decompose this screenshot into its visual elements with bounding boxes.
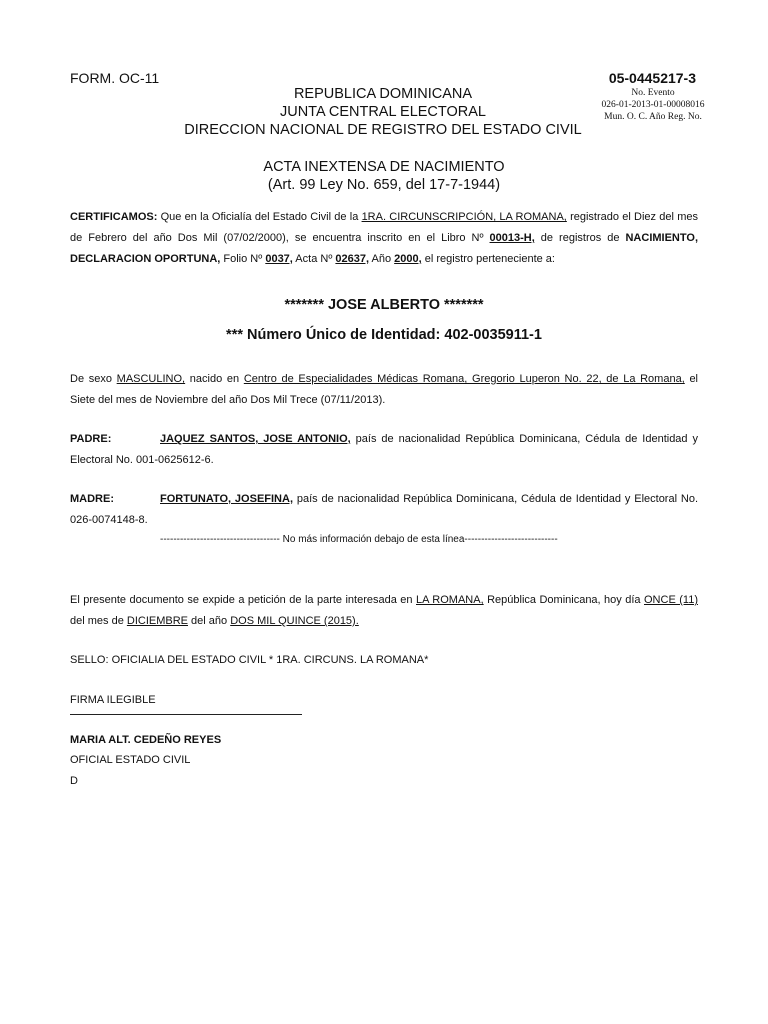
registry-type: NACIMIENTO, DECLARACION OPORTUNA, (70, 232, 699, 265)
issue-text: El presente documento se expide a petición de la parte interesada en (70, 594, 416, 606)
issue-year: DOS MIL QUINCE (2015). (230, 615, 359, 627)
father-name: JAQUEZ SANTOS, JOSE ANTONIO, (160, 433, 351, 445)
form-code: FORM. OC-11 (70, 70, 160, 86)
mother-label: MADRE: (70, 493, 114, 505)
mother-name: FORTUNATO, JOSEFINA, (160, 493, 294, 505)
mother-details: país de nacionalidad República Dominicana, Cédula de Identidad y Electoral No. 026-0074148-8. (70, 493, 698, 526)
father-details: país de nacionalidad República Dominicana, Cédula de Identidad y Electoral No. 001-0625612-6. (70, 433, 698, 466)
registry-year: 2000, (394, 253, 422, 265)
official-name: MARIA ALT. CEDEÑO REYES (70, 734, 222, 746)
header-board: JUNTA CENTRAL ELECTORAL (279, 104, 486, 120)
document-title-block (0, 158, 768, 194)
header-direction: DIRECCION NACIONAL DE REGISTRO DEL ESTADO CIVIL (184, 122, 582, 138)
father-label: PADRE: (70, 433, 112, 445)
issue-text: del mes de (70, 615, 127, 627)
person-name: ******* JOSE ALBERTO ******* (284, 297, 484, 313)
folio-number: 0037, (265, 253, 293, 265)
event-code: 026-01-2013-01-00008016 (601, 100, 705, 110)
birth-text: De sexo (70, 373, 117, 385)
certify-text: Año (369, 253, 395, 265)
certify-text: el registro perteneciente a: (421, 253, 555, 265)
certify-lead: CERTIFICAMOS: (70, 211, 158, 223)
seal-text: SELLO: OFICIALIA DEL ESTADO CIVIL * 1RA. CIRCUNS. LA ROMANA* (70, 654, 429, 666)
sex-value: MASCULINO, (116, 373, 186, 385)
signature-text: FIRMA ILEGIBLE (70, 694, 156, 706)
signature-line (70, 714, 302, 715)
circumscription: 1RA. CIRCUNSCRIPCIÓN, LA ROMANA, (361, 211, 567, 223)
birth-text: nacido en (185, 373, 244, 385)
book-number: 00013-H, (489, 232, 535, 244)
act-number: 02637, (335, 253, 370, 265)
document-subtitle: (Art. 99 Ley No. 659, del 17-7-1944) (267, 177, 501, 193)
issue-day: ONCE (11) (644, 594, 698, 606)
birth-text: el Siete del mes de Noviembre del año Dos Mil Trece (07/11/2013). (70, 373, 699, 406)
certify-text: Folio Nº (220, 253, 266, 265)
mother-paragraph (70, 489, 698, 531)
issue-text: República Dominicana, hoy día (483, 594, 644, 606)
certify-text: registrado el Diez del mes de Febrero del año Dos Mil (07/02/2000), se encuentra inscrito en el Libro Nº (70, 211, 698, 244)
certify-text: Acta Nº (292, 253, 336, 265)
header-block (0, 85, 767, 139)
event-label: No. Evento (631, 88, 675, 98)
registry-label: Mun. O. C. Año Reg. No. (604, 112, 702, 122)
issue-city: LA ROMANA, (416, 594, 484, 606)
issue-text: del año (188, 615, 231, 627)
event-number: 05-0445217-3 (608, 70, 696, 86)
document-mark: D (70, 775, 78, 787)
official-title: OFICIAL ESTADO CIVIL (70, 754, 191, 766)
issue-paragraph (70, 590, 698, 632)
father-paragraph (70, 429, 698, 471)
certify-text: de registros de (534, 232, 626, 244)
person-id-number: *** Número Único de Identidad: 402-0035911-1 (226, 327, 542, 343)
issue-month: DICIEMBRE (126, 615, 188, 627)
certification-paragraph (70, 207, 698, 270)
certify-text: Que en la Oficialía del Estado Civil de la (157, 211, 362, 223)
end-of-information-line: ------------------------------------ No más información debajo de esta línea---------------------------- (160, 534, 558, 545)
header-country: REPUBLICA DOMINICANA (293, 86, 473, 102)
document-title: ACTA INEXTENSA DE NACIMIENTO (263, 159, 505, 175)
birth-paragraph (70, 369, 698, 411)
birth-place: Centro de Especialidades Médicas Romana, Gregorio Luperon No. 22, de La Romana, (243, 373, 685, 385)
